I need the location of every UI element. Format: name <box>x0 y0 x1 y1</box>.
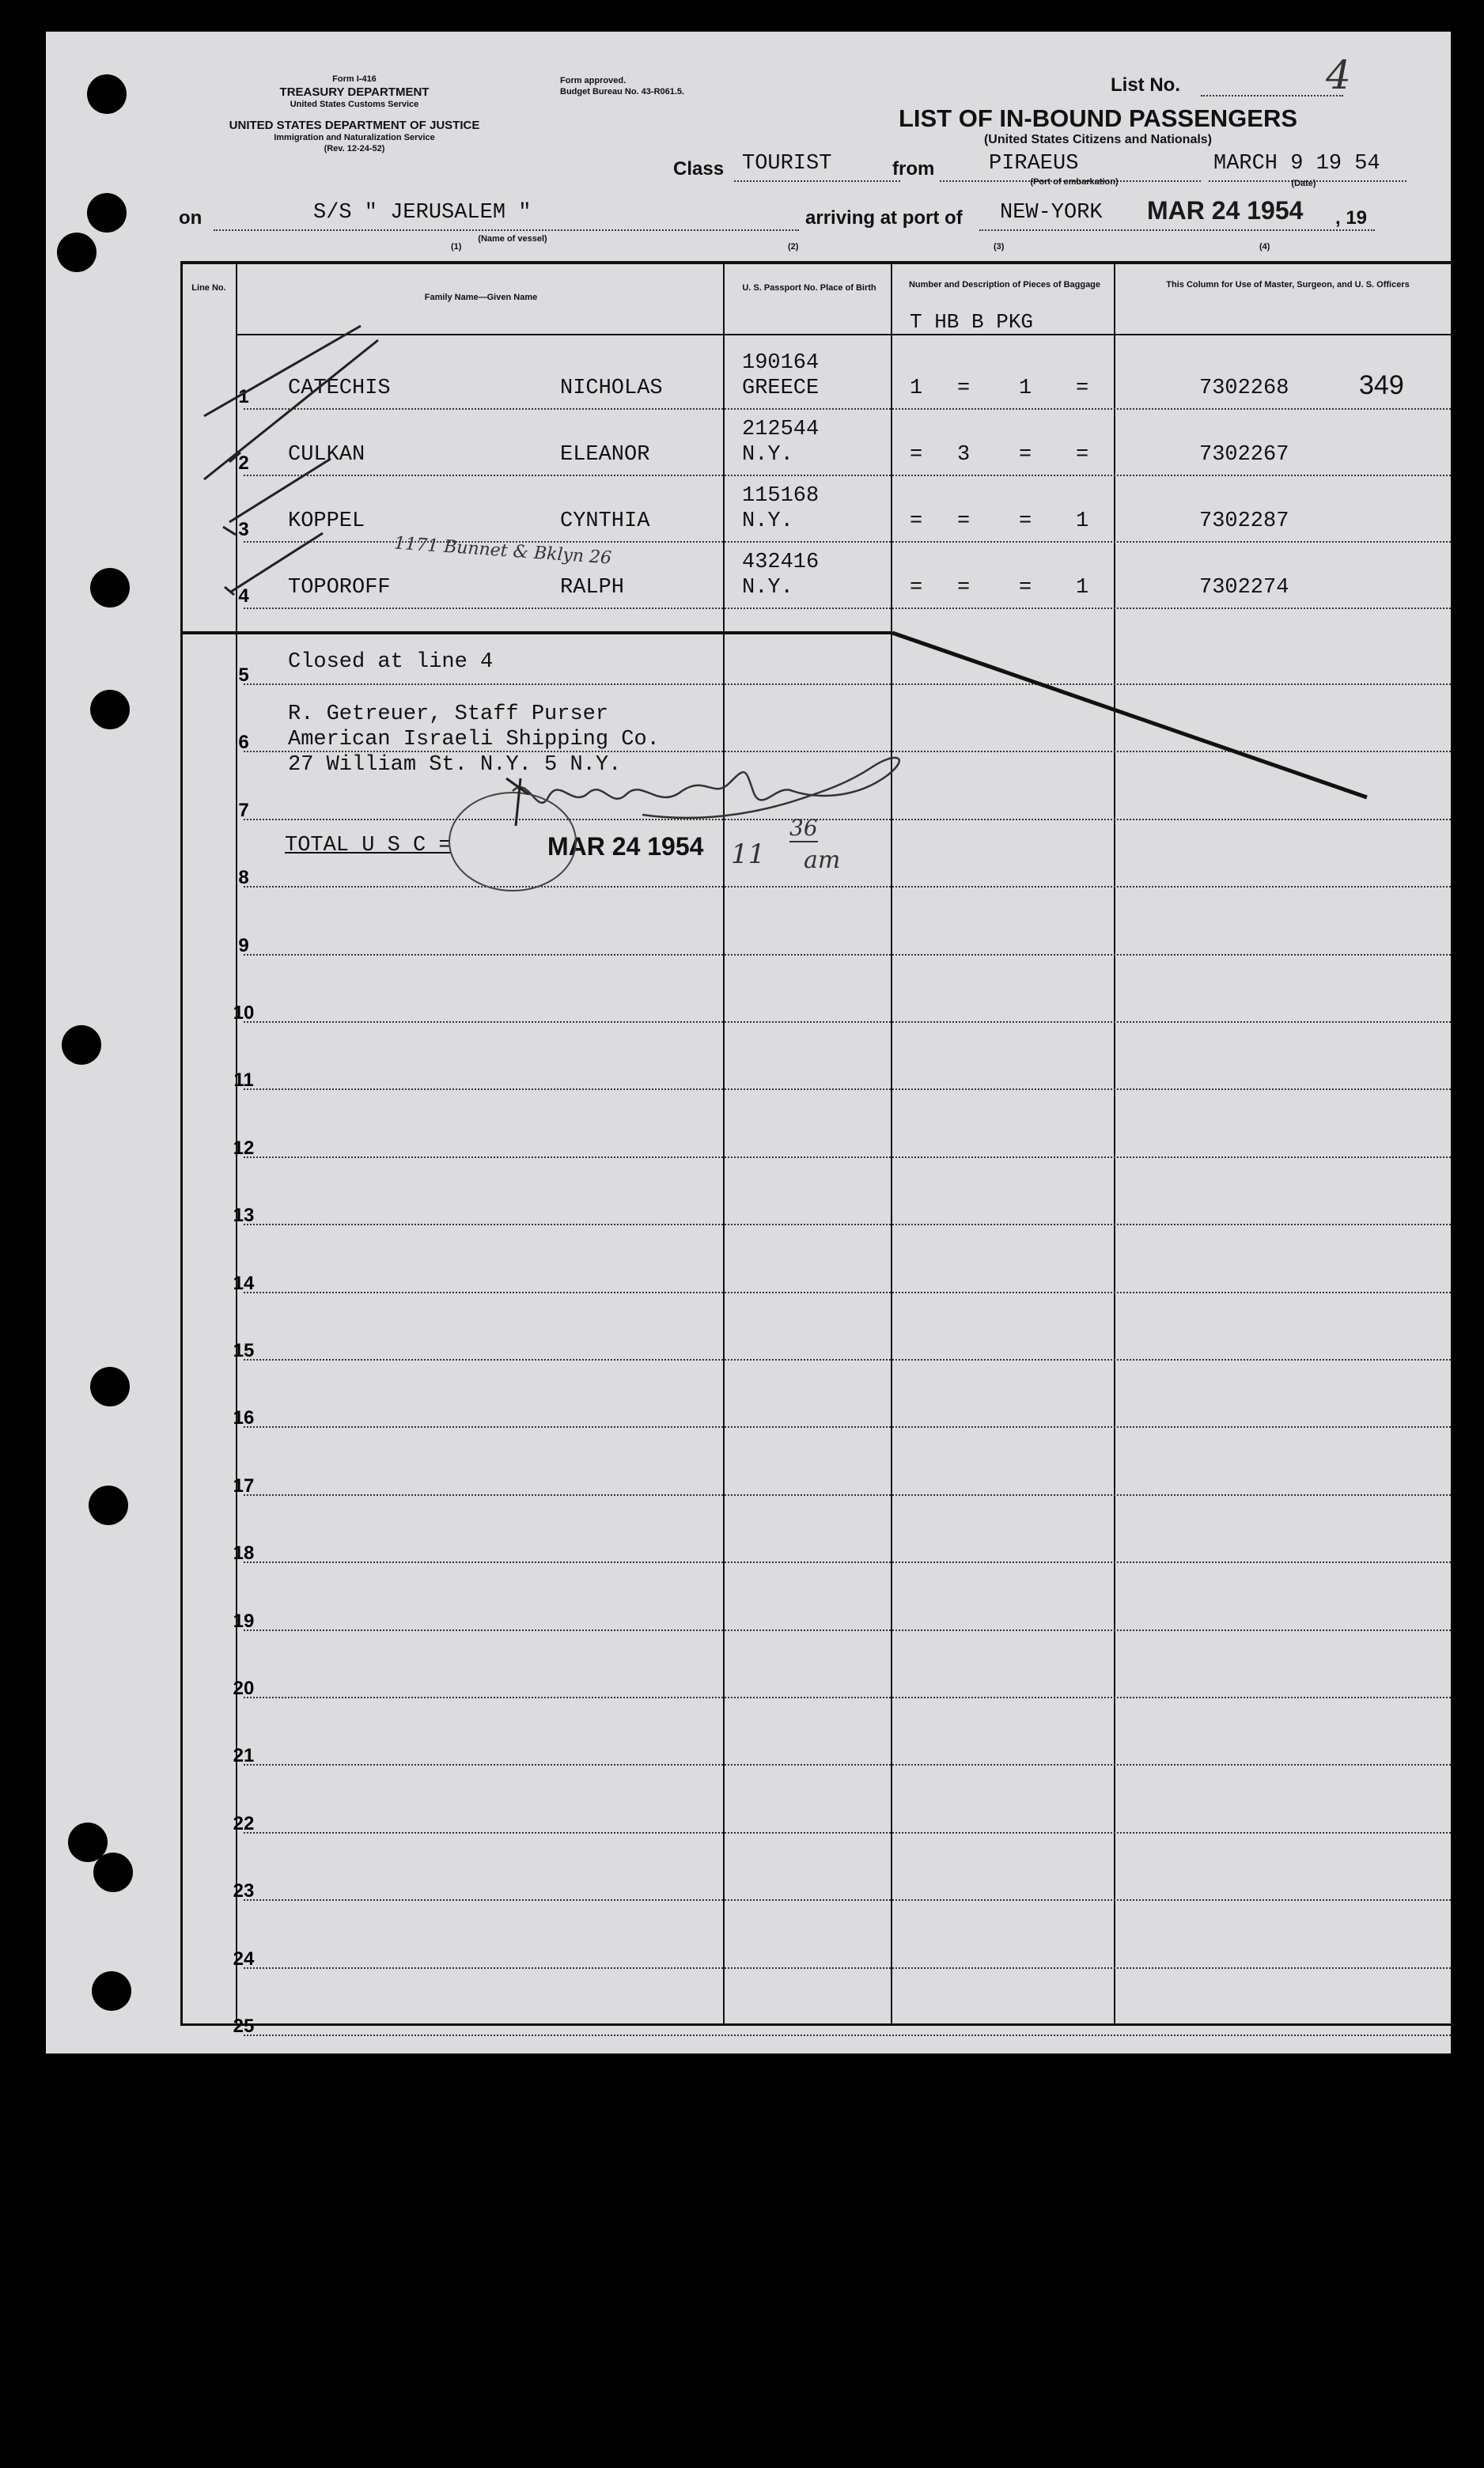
line-number: 18 <box>233 1542 255 1564</box>
header-line-no: Line No. <box>191 283 226 293</box>
arrival-year-suffix: , 19 <box>1335 207 1368 229</box>
check-mark <box>231 533 323 592</box>
family-name: KOPPEL <box>288 509 365 533</box>
treasury-department: TREASURY DEPARTMENT <box>279 85 430 99</box>
line-number: 12 <box>233 1137 255 1159</box>
passport-number: 190164 <box>742 351 820 375</box>
baggage-b: = <box>1019 576 1032 600</box>
baggage-b: 1 <box>1019 377 1032 400</box>
port-caption: (Port of embarkation) <box>1030 177 1119 187</box>
date-caption: (Date) <box>1291 179 1316 188</box>
family-name: TOPOROFF <box>288 576 391 600</box>
baggage-hb: = <box>957 377 971 400</box>
place-of-birth: N.Y. <box>742 509 793 533</box>
baggage-hb: = <box>957 509 971 533</box>
shipping-company: American Israeli Shipping Co. <box>288 728 660 751</box>
line-number: 22 <box>233 1813 255 1834</box>
header-name: Family Name—Given Name <box>424 293 538 302</box>
passport-number: 212544 <box>742 418 820 441</box>
embarkation-date: MARCH 9 19 54 <box>1213 152 1380 176</box>
on-label: on <box>179 207 203 229</box>
handwritten-marks <box>46 32 1451 2054</box>
line-number: 2 <box>238 452 249 474</box>
line-number: 24 <box>233 1948 255 1970</box>
ins-service: Immigration and Naturalization Service <box>274 133 435 142</box>
class-value: TOURIST <box>742 152 832 176</box>
line-number: 4 <box>238 585 249 607</box>
passport-number: 432416 <box>742 551 820 574</box>
handwritten-address-note: 1171 Bunnet & Bklyn 26 <box>393 533 612 569</box>
officer-number: 7302267 <box>1199 443 1289 467</box>
customs-service: United States Customs Service <box>290 100 419 109</box>
place-of-birth: N.Y. <box>742 443 793 467</box>
col-marker-4: (4) <box>1259 242 1270 252</box>
round-stamp <box>449 793 576 891</box>
given-name: RALPH <box>560 576 625 600</box>
from-label: from <box>892 158 935 180</box>
arrival-date-stamp: MAR 24 1954 <box>1147 196 1304 225</box>
line-number: 5 <box>238 664 249 686</box>
line-number: 19 <box>233 1611 255 1632</box>
purser-signature <box>513 758 899 818</box>
line-number: 17 <box>233 1475 255 1497</box>
baggage-t: = <box>910 443 923 467</box>
col-marker-2: (2) <box>788 242 799 252</box>
margin-number: 349 <box>1359 370 1404 400</box>
line-number: 3 <box>238 519 249 540</box>
place-of-birth: N.Y. <box>742 576 793 600</box>
fraction-top: 36 <box>789 815 818 841</box>
vessel-name: S/S " JERUSALEM " <box>313 201 532 225</box>
baggage-b: = <box>1019 509 1032 533</box>
cancellation-slash <box>892 633 1367 797</box>
baggage-hb: 3 <box>957 443 971 467</box>
col-marker-3: (3) <box>994 242 1005 252</box>
given-name: ELEANOR <box>560 443 650 467</box>
officer-number: 7302268 <box>1199 377 1289 400</box>
arrival-port: NEW-YORK <box>1000 201 1103 225</box>
line-number: 8 <box>238 867 249 888</box>
closed-at-line: Closed at line 4 <box>288 650 494 674</box>
line-number: 21 <box>233 1745 255 1766</box>
check-mark <box>223 527 236 535</box>
header-passport: U. S. Passport No. Place of Birth <box>742 283 876 293</box>
document-subtitle: (United States Citizens and Nationals) <box>983 133 1213 146</box>
check-mark <box>229 459 331 522</box>
line-number: 20 <box>233 1678 255 1699</box>
count-mark: 11 <box>731 838 766 870</box>
vessel-caption: (Name of vessel) <box>478 234 547 244</box>
baggage-hb: = <box>957 576 971 600</box>
baggage-pkg: 1 <box>1076 576 1089 600</box>
line-number: 25 <box>233 2016 255 2037</box>
officer-number: 7302274 <box>1199 576 1289 600</box>
justice-department: UNITED STATES DEPARTMENT OF JUSTICE <box>229 119 480 132</box>
family-name: CATECHIS <box>288 377 391 400</box>
place-of-birth: GREECE <box>742 377 820 400</box>
revision-date: (Rev. 12-24-52) <box>324 144 385 153</box>
line-number: 13 <box>233 1205 255 1226</box>
passport-number: 115168 <box>742 484 820 508</box>
line-number: 14 <box>233 1273 255 1294</box>
given-name: CYNTHIA <box>560 509 650 533</box>
officer-number: 7302287 <box>1199 509 1289 533</box>
baggage-pkg: 1 <box>1076 509 1089 533</box>
closing-date-stamp: MAR 24 1954 <box>547 832 704 861</box>
baggage-pkg: = <box>1076 377 1089 400</box>
baggage-t: = <box>910 576 923 600</box>
document-page <box>46 32 1451 2054</box>
form-approved: Form approved. <box>560 76 627 85</box>
line-number: 10 <box>233 1002 255 1024</box>
baggage-t: 1 <box>910 377 923 400</box>
header-baggage-types: T HB B PKG <box>910 310 1034 334</box>
total-usc: TOTAL U S C = <box>285 834 452 857</box>
given-name: NICHOLAS <box>560 377 663 400</box>
class-label: Class <box>673 158 725 180</box>
fraction-bottom: am <box>804 846 841 874</box>
list-no-value: 4 <box>1326 52 1351 98</box>
line-number: 7 <box>238 800 249 821</box>
line-number: 15 <box>233 1340 255 1361</box>
header-officers: This Column for Use of Master, Surgeon, and U. S. Officers <box>1166 280 1410 290</box>
port-of-embarkation: PIRAEUS <box>989 152 1079 176</box>
baggage-t: = <box>910 509 923 533</box>
baggage-b: = <box>1019 443 1032 467</box>
form-number: Form I-416 <box>332 74 377 84</box>
company-address: 27 William St. N.Y. 5 N.Y. <box>288 753 622 777</box>
line-number: 16 <box>233 1407 255 1429</box>
document-title: LIST OF IN-BOUND PASSENGERS <box>898 104 1298 132</box>
arriving-label: arriving at port of <box>805 207 963 229</box>
list-no-label: List No. <box>1111 74 1180 96</box>
purser-name: R. Getreuer, Staff Purser <box>288 702 609 726</box>
family-name: CULKAN <box>288 443 365 467</box>
check-mark <box>204 340 378 479</box>
line-number: 11 <box>233 1069 254 1091</box>
line-number: 6 <box>238 732 249 753</box>
line-number: 23 <box>233 1880 255 1902</box>
check-mark <box>204 326 361 416</box>
baggage-pkg: = <box>1076 443 1089 467</box>
header-baggage: Number and Description of Pieces of Baggage <box>908 280 1101 290</box>
line-number: 9 <box>238 935 249 956</box>
budget-bureau: Budget Bureau No. 43-R061.5. <box>560 87 685 97</box>
col-marker-1: (1) <box>451 242 462 252</box>
line-number: 1 <box>238 386 249 407</box>
